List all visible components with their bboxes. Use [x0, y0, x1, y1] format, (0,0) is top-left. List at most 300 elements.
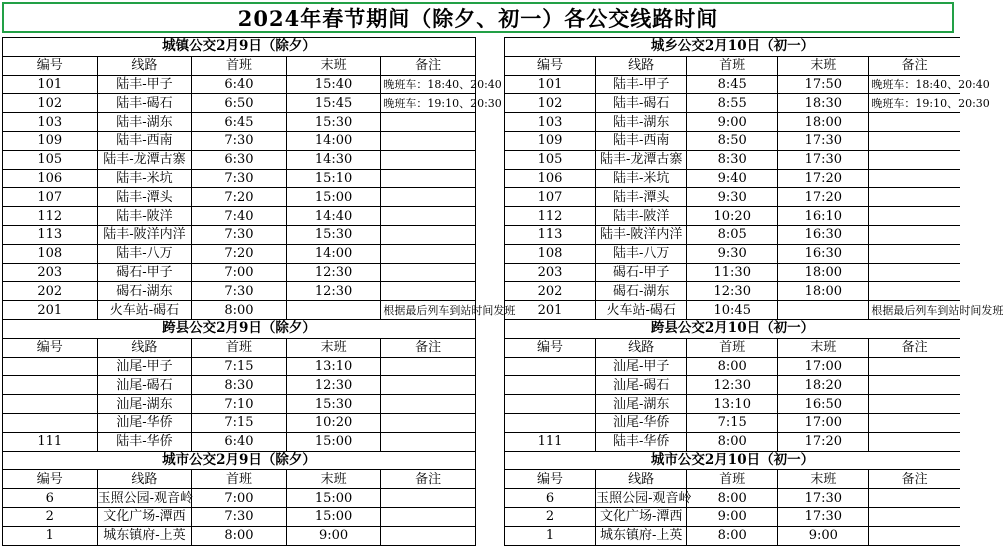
cell-first: 9:00 [687, 113, 778, 132]
table-row [505, 131, 961, 150]
cell-route: 陆丰-西南 [596, 131, 687, 150]
column-header: 末班 [286, 56, 381, 75]
table-row [505, 507, 961, 526]
column-header: 末班 [778, 56, 869, 75]
column-header: 首班 [687, 470, 778, 489]
cell-route: 汕尾-甲子 [97, 357, 192, 376]
cell-note: 晚班车：18:40、20:40 [869, 75, 960, 94]
cell-last: 16:10 [778, 207, 869, 226]
cell-no: 202 [3, 282, 98, 301]
cell-route: 陆丰-甲子 [596, 75, 687, 94]
cell-first: 7:20 [192, 188, 287, 207]
cell-route: 陆丰-潭头 [596, 188, 687, 207]
page-title: 2024年春节期间（除夕、初一）各公交线路时间 [2, 2, 954, 33]
cell-no [3, 376, 98, 395]
column-header-row [505, 338, 961, 357]
cell-no [505, 376, 596, 395]
cell-first: 9:40 [687, 169, 778, 188]
cell-last: 18:20 [778, 376, 869, 395]
cell-first: 7:15 [192, 357, 287, 376]
cell-route: 陆丰-华侨 [596, 432, 687, 451]
column-header: 首班 [192, 470, 287, 489]
cell-note [381, 507, 476, 526]
cell-no: 1 [3, 526, 98, 545]
cell-no: 103 [3, 113, 98, 132]
cell-route: 汕尾-碣石 [97, 376, 192, 395]
cell-route: 汕尾-碣石 [596, 376, 687, 395]
cell-first: 7:20 [192, 244, 287, 263]
cell-note [381, 413, 476, 432]
table-row [505, 244, 961, 263]
table-row [3, 169, 476, 188]
cell-no: 102 [505, 94, 596, 113]
cell-last: 14:00 [286, 131, 381, 150]
column-header: 首班 [687, 56, 778, 75]
cell-last: 15:00 [286, 432, 381, 451]
column-header: 末班 [286, 470, 381, 489]
cell-last: 9:00 [286, 526, 381, 545]
cell-last: 17:30 [778, 131, 869, 150]
cell-last: 18:00 [778, 263, 869, 282]
table-row [3, 150, 476, 169]
right-schedule [504, 37, 1003, 546]
cell-note: 根据最后列车到站时间发班 [381, 301, 476, 320]
table-row [3, 357, 476, 376]
cell-last: 9:00 [778, 526, 869, 545]
cell-no: 106 [3, 169, 98, 188]
table-row [505, 75, 961, 94]
table-row [505, 150, 961, 169]
cell-note [869, 395, 960, 414]
cell-first: 8:00 [687, 526, 778, 545]
column-header: 编号 [3, 470, 98, 489]
cell-note [381, 489, 476, 508]
cell-note [381, 526, 476, 545]
table-row [3, 131, 476, 150]
cell-note [869, 188, 960, 207]
section-heading: 跨县公交2月9日（除夕） [3, 319, 476, 338]
cell-first: 8:00 [192, 526, 287, 545]
cell-last: 10:20 [286, 413, 381, 432]
cell-no: 109 [3, 131, 98, 150]
column-header-row [3, 56, 476, 75]
section-heading-row [3, 451, 476, 470]
table-row [3, 263, 476, 282]
column-header: 首班 [687, 338, 778, 357]
cell-last: 18:30 [778, 94, 869, 113]
cell-route: 汕尾-华侨 [97, 413, 192, 432]
cell-first: 12:30 [687, 376, 778, 395]
cell-last: 15:00 [286, 188, 381, 207]
cell-first: 9:30 [687, 244, 778, 263]
cell-last: 15:00 [286, 489, 381, 508]
cell-first: 6:40 [192, 432, 287, 451]
column-header: 线路 [596, 338, 687, 357]
schedule-table-left [2, 37, 516, 546]
cell-no: 201 [505, 301, 596, 320]
table-row [505, 225, 961, 244]
cell-last: 15:30 [286, 113, 381, 132]
cell-first: 6:40 [192, 75, 287, 94]
cell-route: 文化广场-潭西 [97, 507, 192, 526]
cell-note [869, 526, 960, 545]
cell-route: 陆丰-龙潭古寨 [97, 150, 192, 169]
cell-route: 汕尾-甲子 [596, 357, 687, 376]
cell-first: 7:30 [192, 507, 287, 526]
cell-no [505, 413, 596, 432]
table-row [505, 526, 961, 545]
cell-last: 15:10 [286, 169, 381, 188]
cell-last: 12:30 [286, 263, 381, 282]
cell-no: 103 [505, 113, 596, 132]
cell-first: 8:05 [687, 225, 778, 244]
section-heading: 城市公交2月10日（初一） [505, 451, 961, 470]
cell-no: 203 [505, 263, 596, 282]
cell-note: 晚班车：18:40、20:40 [381, 75, 476, 94]
cell-last: 17:30 [778, 489, 869, 508]
cell-note [869, 169, 960, 188]
column-header-row [505, 56, 961, 75]
cell-route: 陆丰-米坑 [596, 169, 687, 188]
column-header: 编号 [3, 338, 98, 357]
table-row [3, 75, 476, 94]
cell-no: 1 [505, 526, 596, 545]
cell-first: 7:30 [192, 169, 287, 188]
cell-first: 8:45 [687, 75, 778, 94]
table-row [505, 357, 961, 376]
cell-note [869, 244, 960, 263]
cell-route: 城东镇府-上英 [97, 526, 192, 545]
section-heading-row [505, 451, 961, 470]
cell-no: 105 [3, 150, 98, 169]
cell-no: 102 [3, 94, 98, 113]
cell-no: 113 [3, 225, 98, 244]
table-row [3, 489, 476, 508]
cell-note: 晚班车：19:10、20:30 [869, 94, 960, 113]
table-row [505, 432, 961, 451]
column-header: 线路 [596, 56, 687, 75]
cell-first: 8:00 [687, 357, 778, 376]
cell-note [869, 225, 960, 244]
cell-last: 16:30 [778, 225, 869, 244]
cell-note [869, 150, 960, 169]
cell-last: 17:00 [778, 357, 869, 376]
cell-note [869, 113, 960, 132]
column-header: 末班 [778, 338, 869, 357]
cell-no: 113 [505, 225, 596, 244]
cell-first: 7:00 [192, 263, 287, 282]
cell-note [381, 395, 476, 414]
cell-last: 18:00 [778, 282, 869, 301]
cell-note [381, 376, 476, 395]
section-heading: 城市公交2月9日（除夕） [3, 451, 476, 470]
cell-first: 8:00 [192, 301, 287, 320]
cell-first: 9:00 [687, 507, 778, 526]
table-row [3, 507, 476, 526]
cell-note: 晚班车：19:10、20:30 [381, 94, 476, 113]
column-header: 备注 [381, 470, 476, 489]
cell-last: 15:40 [286, 75, 381, 94]
table-row [3, 376, 476, 395]
cell-first: 8:55 [687, 94, 778, 113]
cell-first: 7:30 [192, 225, 287, 244]
cell-no: 112 [505, 207, 596, 226]
table-row [3, 432, 476, 451]
cell-route: 玉照公园-观音岭 [596, 490, 692, 506]
cell-no [3, 395, 98, 414]
table-row [3, 282, 476, 301]
section-heading: 城乡公交2月10日（初一） [505, 38, 961, 57]
section-heading-row [3, 319, 476, 338]
cell-first: 7:15 [687, 413, 778, 432]
cell-no: 108 [3, 244, 98, 263]
cell-first: 9:30 [687, 188, 778, 207]
cell-first: 7:30 [192, 131, 287, 150]
cell-first: 7:40 [192, 207, 287, 226]
column-header: 线路 [97, 470, 192, 489]
cell-route: 碣石-甲子 [97, 263, 192, 282]
cell-note [381, 432, 476, 451]
cell-route: 陆丰-碣石 [97, 94, 192, 113]
cell-note [381, 357, 476, 376]
column-header: 线路 [596, 470, 687, 489]
cell-note: 根据最后列车到站时间发班 [869, 301, 960, 320]
cell-last: 16:30 [778, 244, 869, 263]
cell-route: 城东镇府-上英 [596, 526, 687, 545]
cell-note [869, 376, 960, 395]
table-row [3, 207, 476, 226]
table-row [3, 301, 476, 320]
cell-last [286, 301, 381, 320]
cell-route: 陆丰-陂洋 [596, 207, 687, 226]
column-header: 编号 [505, 56, 596, 75]
cell-route: 汕尾-华侨 [596, 413, 687, 432]
cell-route: 陆丰-龙潭古寨 [596, 150, 687, 169]
table-row [505, 395, 961, 414]
cell-no: 109 [505, 131, 596, 150]
cell-first: 7:15 [192, 413, 287, 432]
cell-route: 火车站-碣石 [596, 301, 687, 320]
cell-no: 111 [505, 432, 596, 451]
column-header: 备注 [869, 470, 960, 489]
cell-route: 汕尾-湖东 [596, 395, 687, 414]
cell-note [381, 113, 476, 132]
section-heading-row [505, 38, 961, 57]
cell-last: 17:20 [778, 432, 869, 451]
cell-last: 18:00 [778, 113, 869, 132]
cell-route: 陆丰-陂洋内洋 [97, 225, 192, 244]
cell-note [381, 131, 476, 150]
cell-last: 17:30 [778, 150, 869, 169]
cell-first: 7:30 [192, 282, 287, 301]
cell-no: 101 [505, 75, 596, 94]
cell-route: 陆丰-甲子 [97, 75, 192, 94]
cell-route: 陆丰-华侨 [97, 432, 192, 451]
column-header: 首班 [192, 56, 287, 75]
cell-route: 陆丰-八万 [596, 244, 687, 263]
column-header: 末班 [286, 338, 381, 357]
cell-route: 汕尾-湖东 [97, 395, 192, 414]
cell-last: 17:20 [778, 169, 869, 188]
cell-last: 13:10 [286, 357, 381, 376]
table-row [505, 113, 961, 132]
cell-route: 陆丰-陂洋 [97, 207, 192, 226]
cell-route: 文化广场-潭西 [596, 507, 687, 526]
cell-last: 14:40 [286, 207, 381, 226]
cell-last: 15:00 [286, 507, 381, 526]
table-row [505, 282, 961, 301]
cell-route: 陆丰-湖东 [596, 113, 687, 132]
cell-note [381, 169, 476, 188]
cell-last: 15:30 [286, 225, 381, 244]
cell-note [869, 357, 960, 376]
cell-first: 8:00 [687, 432, 778, 451]
table-row [505, 301, 961, 320]
table-row [505, 489, 961, 508]
column-header: 线路 [97, 338, 192, 357]
cell-note [869, 263, 960, 282]
section-heading: 跨县公交2月10日（初一） [505, 319, 961, 338]
cell-first: 10:20 [687, 207, 778, 226]
table-row [3, 395, 476, 414]
cell-no: 6 [505, 489, 596, 508]
cell-last: 17:00 [778, 413, 869, 432]
table-row [3, 225, 476, 244]
column-header: 末班 [778, 470, 869, 489]
cell-last: 15:30 [286, 395, 381, 414]
section-heading-row [3, 38, 476, 57]
table-row [505, 169, 961, 188]
column-header: 编号 [505, 470, 596, 489]
cell-note [381, 263, 476, 282]
cell-last: 16:50 [778, 395, 869, 414]
cell-last: 12:30 [286, 282, 381, 301]
cell-note [869, 131, 960, 150]
cell-first: 13:10 [687, 395, 778, 414]
column-header: 线路 [97, 56, 192, 75]
table-row [505, 263, 961, 282]
column-header-row [505, 470, 961, 489]
cell-route: 陆丰-碣石 [596, 94, 687, 113]
cell-first: 7:10 [192, 395, 287, 414]
cell-first: 10:45 [687, 301, 778, 320]
column-header: 备注 [381, 338, 476, 357]
cell-first: 8:00 [687, 489, 778, 508]
column-header: 备注 [869, 338, 960, 357]
cell-note [869, 489, 960, 508]
cell-first: 6:30 [192, 150, 287, 169]
cell-no: 105 [505, 150, 596, 169]
cell-no: 2 [3, 507, 98, 526]
cell-route: 陆丰-湖东 [97, 113, 192, 132]
cell-no: 107 [505, 188, 596, 207]
cell-first: 8:30 [687, 150, 778, 169]
cell-last: 14:30 [286, 150, 381, 169]
table-row [3, 244, 476, 263]
cell-no: 101 [3, 75, 98, 94]
column-header: 备注 [869, 56, 960, 75]
cell-route: 碣石-湖东 [97, 282, 192, 301]
cell-first: 8:30 [192, 376, 287, 395]
cell-route: 碣石-湖东 [596, 282, 687, 301]
section-heading-row [505, 319, 961, 338]
table-row [3, 413, 476, 432]
cell-no: 106 [505, 169, 596, 188]
column-header-row [3, 470, 476, 489]
cell-route: 玉照公园-观音岭 [97, 490, 193, 506]
cell-note [381, 225, 476, 244]
cell-note [381, 188, 476, 207]
cell-route: 火车站-碣石 [97, 301, 192, 320]
cell-first: 8:50 [687, 131, 778, 150]
cell-first: 11:30 [687, 263, 778, 282]
cell-no [3, 357, 98, 376]
cell-note [381, 244, 476, 263]
cell-note [381, 207, 476, 226]
table-row [505, 94, 961, 113]
table-row [505, 207, 961, 226]
cell-last: 17:30 [778, 507, 869, 526]
cell-route: 碣石-甲子 [596, 263, 687, 282]
cell-note [381, 282, 476, 301]
column-header: 编号 [505, 338, 596, 357]
cell-route: 陆丰-八万 [97, 244, 192, 263]
table-row [505, 413, 961, 432]
cell-no: 2 [505, 507, 596, 526]
cell-last: 15:45 [286, 94, 381, 113]
column-header: 编号 [3, 56, 98, 75]
table-row [3, 188, 476, 207]
table-row [505, 376, 961, 395]
cell-last: 17:20 [778, 188, 869, 207]
table-row [505, 188, 961, 207]
cell-note [869, 432, 960, 451]
cell-note [869, 207, 960, 226]
cell-no: 108 [505, 244, 596, 263]
cell-route: 陆丰-陂洋内洋 [596, 225, 687, 244]
cell-last: 17:50 [778, 75, 869, 94]
cell-first: 6:50 [192, 94, 287, 113]
cell-no: 203 [3, 263, 98, 282]
cell-no [3, 413, 98, 432]
cell-no [505, 395, 596, 414]
table-row [3, 94, 476, 113]
column-header-row [3, 338, 476, 357]
cell-first: 12:30 [687, 282, 778, 301]
section-heading: 城镇公交2月9日（除夕） [3, 38, 476, 57]
schedule-table-right [504, 37, 1003, 546]
column-header: 备注 [381, 56, 476, 75]
table-row [3, 526, 476, 545]
cell-last: 12:30 [286, 376, 381, 395]
cell-note [869, 507, 960, 526]
cell-no: 202 [505, 282, 596, 301]
cell-no: 107 [3, 188, 98, 207]
table-row [3, 113, 476, 132]
cell-last [778, 301, 869, 320]
cell-note [869, 413, 960, 432]
cell-first: 6:45 [192, 113, 287, 132]
cell-route: 陆丰-西南 [97, 131, 192, 150]
cell-no: 6 [3, 489, 98, 508]
cell-no: 201 [3, 301, 98, 320]
cell-note [381, 150, 476, 169]
cell-route: 陆丰-潭头 [97, 188, 192, 207]
column-header: 首班 [192, 338, 287, 357]
cell-first: 7:00 [192, 489, 287, 508]
cell-last: 14:00 [286, 244, 381, 263]
cell-route: 陆丰-米坑 [97, 169, 192, 188]
